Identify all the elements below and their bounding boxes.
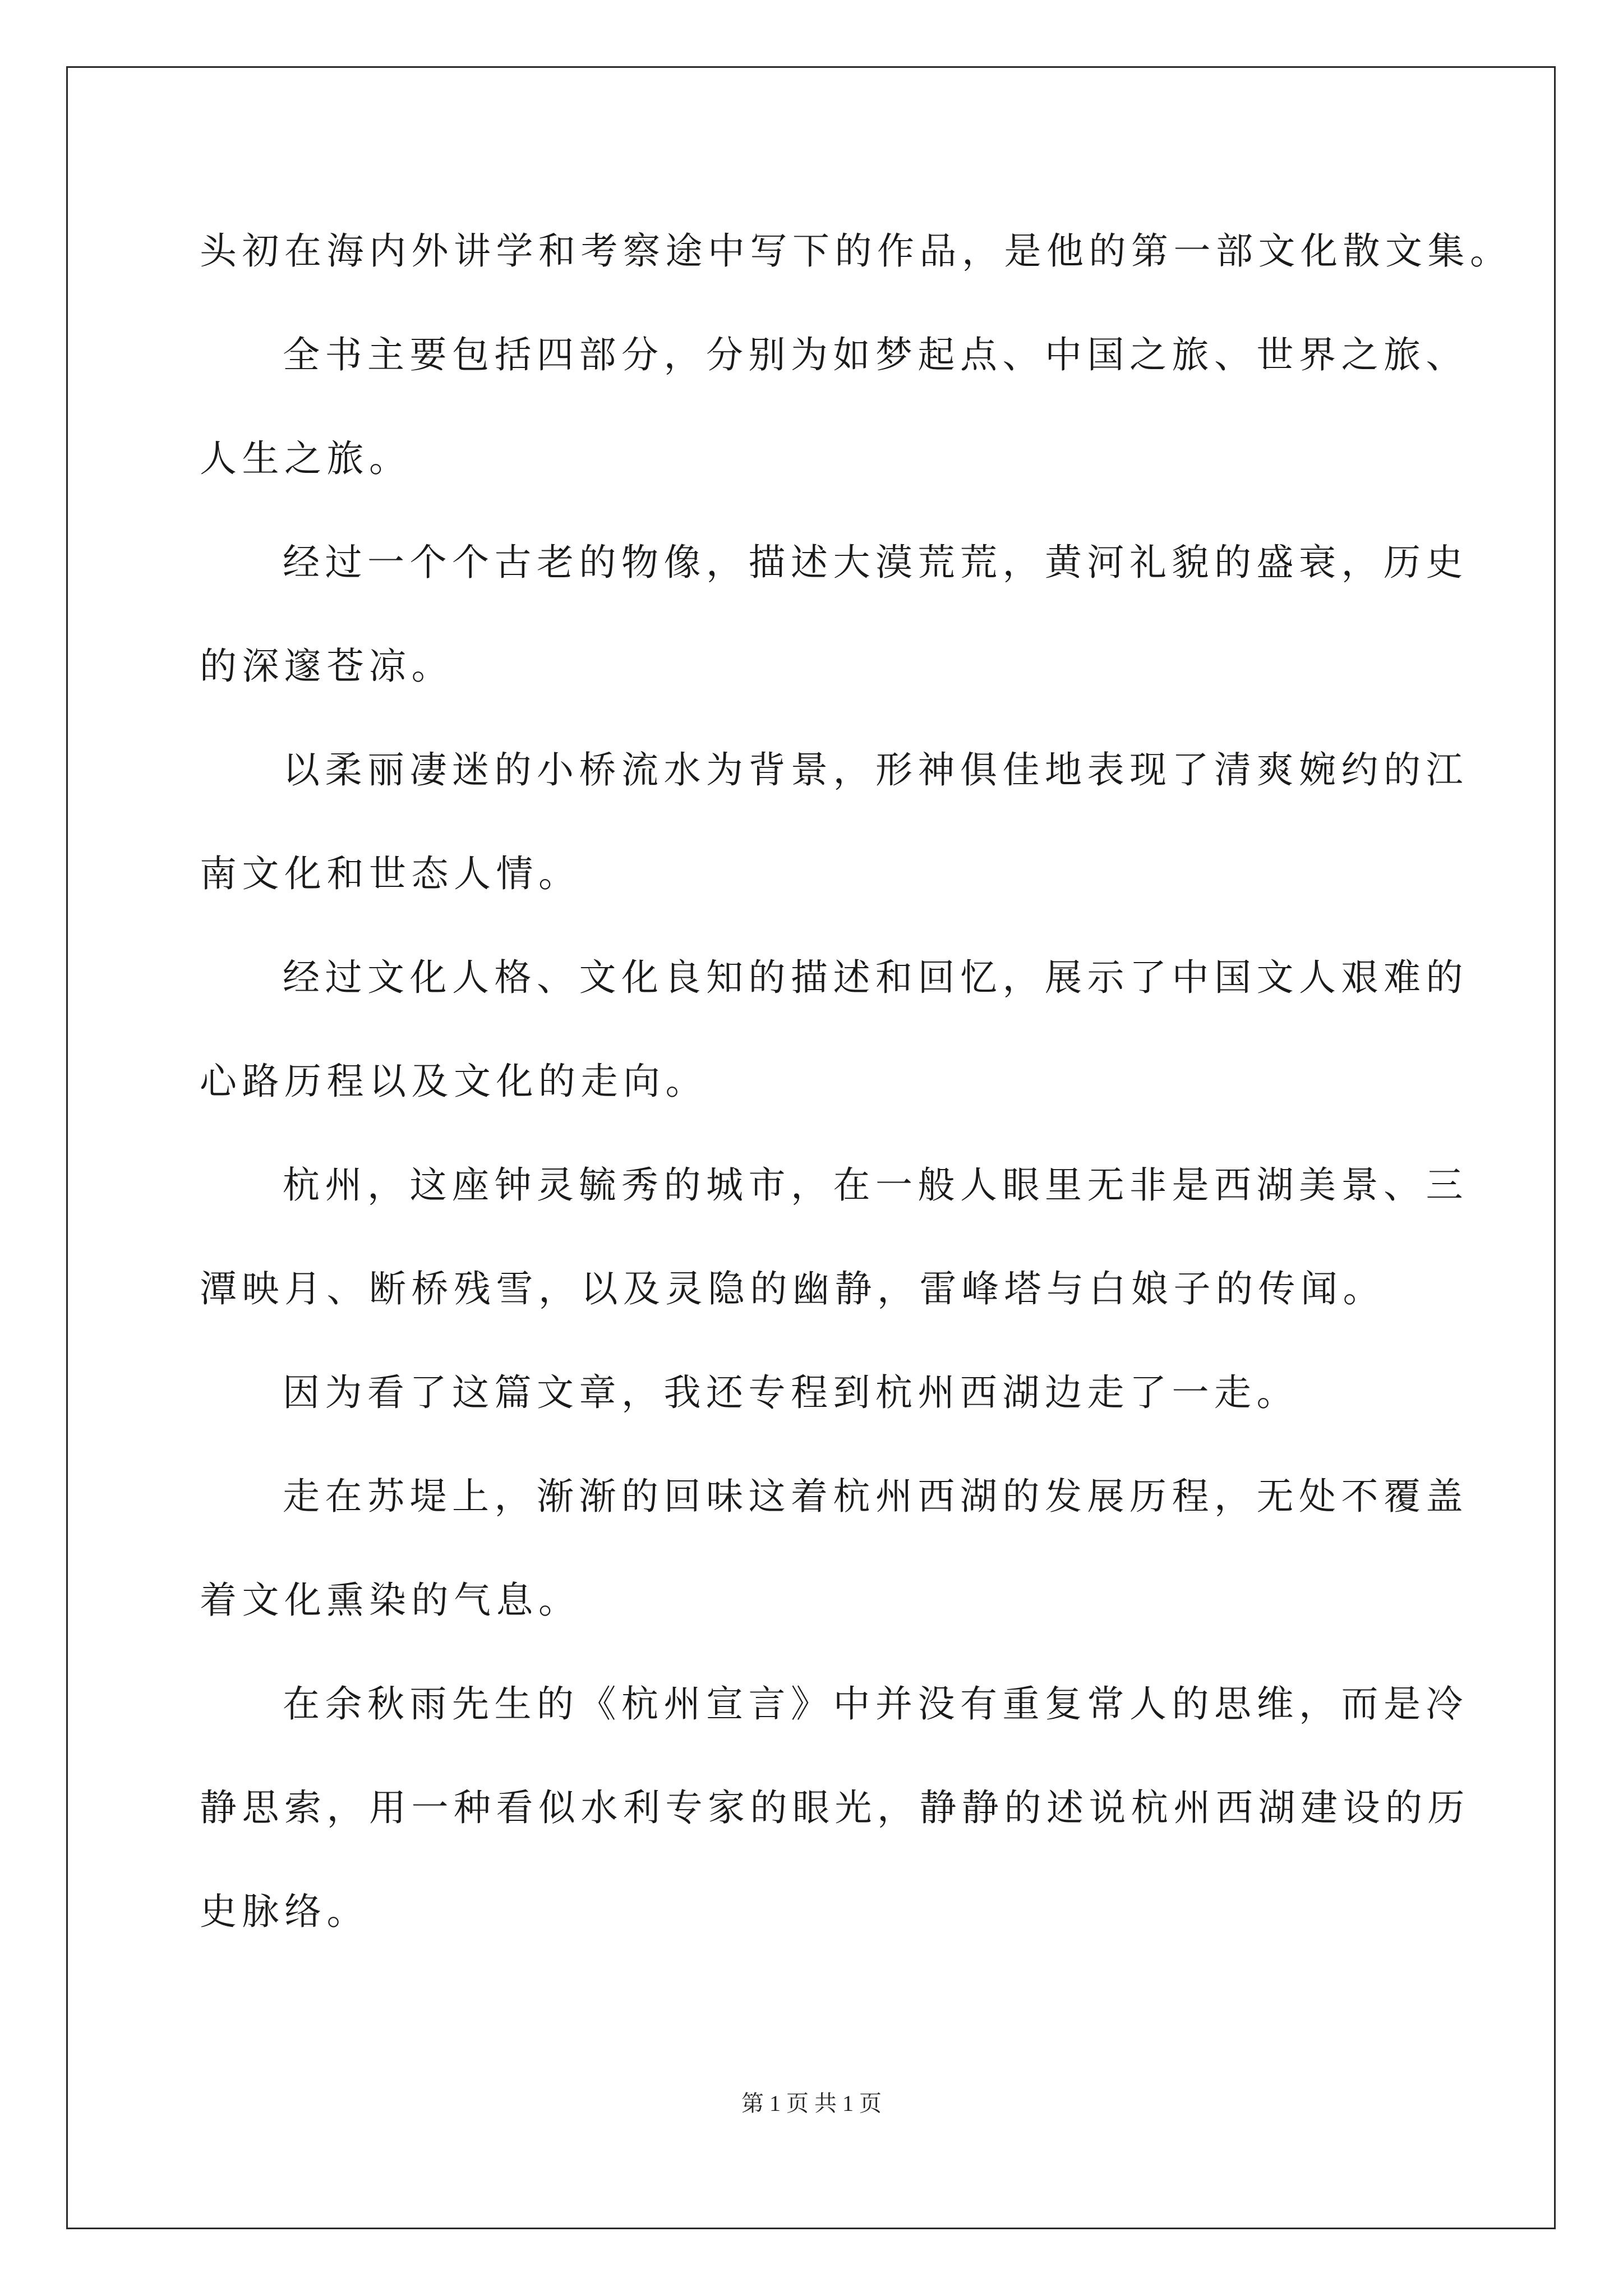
text-line: 经过一个个古老的物像，描述大漠荒荒，黄河礼貌的盛衰，历史 (283, 541, 1468, 584)
text-line: 经过文化人格、文化良知的描述和回忆，展示了中国文人艰难的 (283, 956, 1468, 999)
text-line: 南文化和世态人情。 (200, 852, 581, 895)
text-line: 的深邃苍凉。 (200, 645, 454, 688)
text-line: 人生之旅。 (200, 437, 412, 480)
text-line: 杭州，这座钟灵毓秀的城市，在一般人眼里无非是西湖美景、三 (283, 1163, 1468, 1207)
text-line: 心路历程以及文化的走向。 (200, 1060, 708, 1103)
text-line: 以柔丽凄迷的小桥流水为背景，形神俱佳地表现了清爽婉约的江 (283, 748, 1468, 792)
page-number: 第 1 页 共 1 页 (741, 2091, 882, 2116)
text-line: 头初在海内外讲学和考察途中写下的作品，是他的第一部文化散文集。 (200, 229, 1513, 273)
text-line: 史脉络。 (200, 1890, 369, 1933)
text-line: 着文化熏染的气息。 (200, 1579, 581, 1622)
text-line: 静思索，用一种看似水利专家的眼光，静静的述说杭州西湖建设的历 (200, 1786, 1470, 1829)
text-line: 潭映月、断桥残雪，以及灵隐的幽静，雷峰塔与白娘子的传闻。 (200, 1267, 1385, 1310)
text-line: 在余秋雨先生的《杭州宣言》中并没有重复常人的思维，而是冷 (283, 1682, 1468, 1726)
text-line: 走在苏堤上，渐渐的回味这着杭州西湖的发展历程，无处不覆盖 (283, 1475, 1468, 1518)
text-line: 因为看了这篇文章，我还专程到杭州西湖边走了一走。 (283, 1371, 1299, 1414)
text-line: 全书主要包括四部分，分别为如梦起点、中国之旅、世界之旅、 (283, 333, 1468, 376)
